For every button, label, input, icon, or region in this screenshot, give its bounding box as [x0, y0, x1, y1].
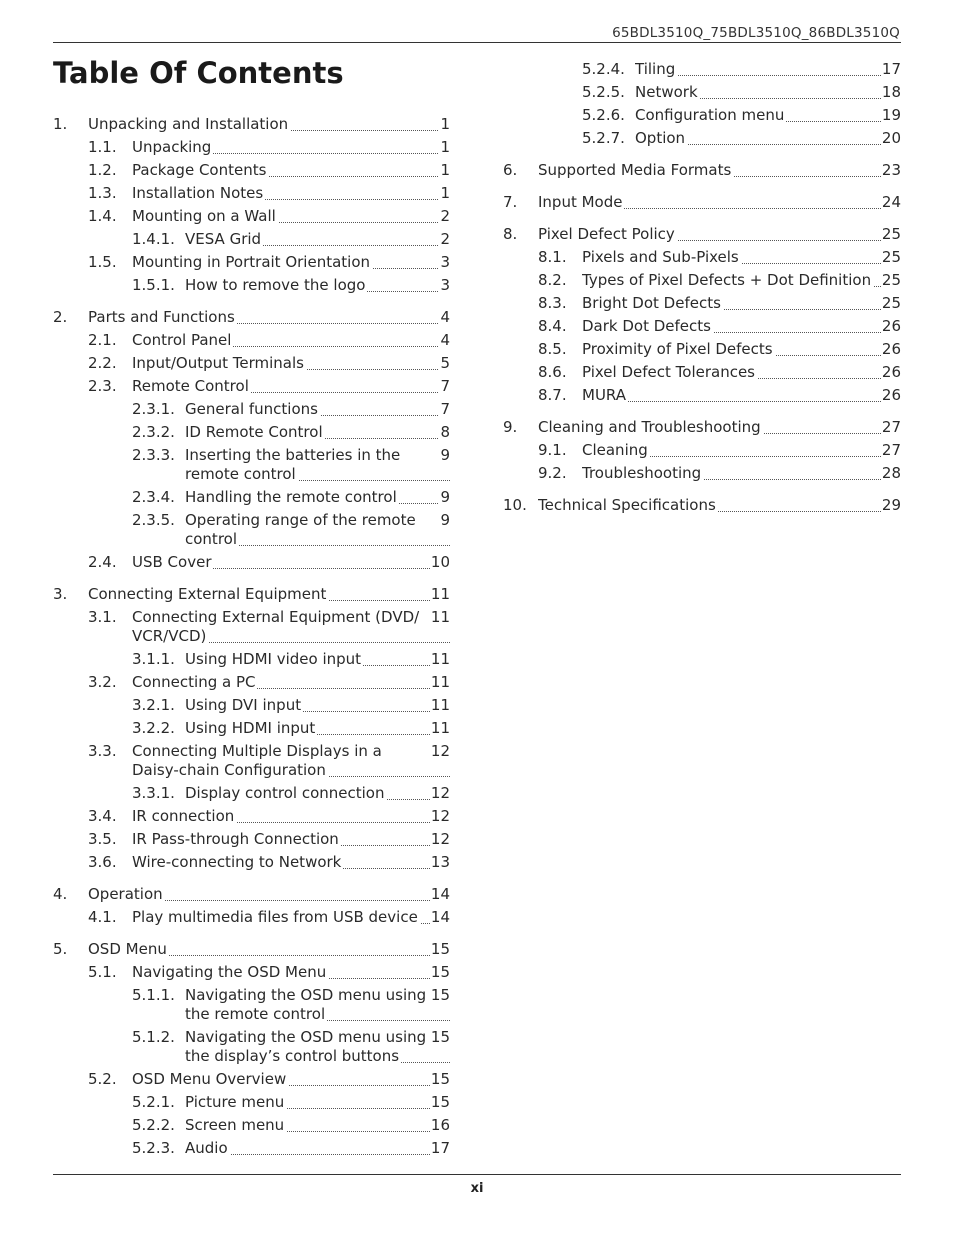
toc-entry-label: Parts and Functions: [88, 308, 235, 326]
toc-entry-label: How to remove the logo: [185, 276, 366, 294]
toc-entry-label: Audio: [185, 1139, 228, 1157]
toc-entry-number: 8.: [503, 225, 518, 243]
toc-entry[interactable]: [503, 441, 901, 460]
toc-entry-label: Navigating the OSD menu using the remote control: [185, 986, 427, 1023]
toc-entry-number: 2.3.2.: [132, 423, 175, 441]
toc-entry[interactable]: [53, 230, 450, 249]
toc-entry-page: 25: [881, 248, 901, 266]
toc-entry-label: Mounting in Portrait Orientation: [132, 253, 371, 271]
toc-entry-label: Connecting a PC: [132, 673, 256, 691]
toc-entry[interactable]: [53, 807, 450, 826]
toc-entry-number: 3.2.2.: [132, 719, 175, 737]
toc-entry[interactable]: [53, 511, 450, 549]
toc-entry[interactable]: [53, 784, 450, 803]
toc-entry-page: 26: [881, 363, 901, 381]
toc-entry-number: 5.2.5.: [582, 83, 625, 101]
toc-entry-page: 9: [440, 511, 450, 529]
toc-entry-page: 1: [440, 161, 450, 179]
toc-entry-page: 1: [440, 184, 450, 202]
toc-entry-number: 8.6.: [538, 363, 567, 381]
toc-entry[interactable]: [53, 608, 450, 646]
toc-entry-number: 3.: [53, 585, 68, 603]
toc-entry[interactable]: [53, 742, 450, 780]
toc-entry[interactable]: [53, 553, 450, 572]
toc-entry[interactable]: [53, 308, 450, 327]
toc-entry-number: 5.2.6.: [582, 106, 625, 124]
toc-entry-label: Using DVI input: [185, 696, 302, 714]
toc-entry-label: Pixels and Sub-Pixels: [582, 248, 739, 266]
toc-entry-page: 12: [430, 784, 450, 802]
toc-entry-page: 9: [440, 446, 450, 464]
toc-entry[interactable]: [53, 446, 450, 484]
toc-entry[interactable]: [53, 400, 450, 419]
toc-entry-page: 8: [440, 423, 450, 441]
toc-entry[interactable]: [503, 106, 901, 125]
toc-entry-number: 3.6.: [88, 853, 117, 871]
toc-entry-label: IR Pass-through Connection: [132, 830, 339, 848]
toc-entry-number: 1.2.: [88, 161, 117, 179]
toc-entry[interactable]: [503, 193, 901, 212]
toc-entry-page: 25: [881, 271, 901, 289]
toc-entry[interactable]: [53, 354, 450, 373]
toc-entry-page: 25: [881, 225, 901, 243]
toc-entry[interactable]: [503, 418, 901, 437]
toc-entry-label: ID Remote Control: [185, 423, 323, 441]
toc-entry-number: 8.5.: [538, 340, 567, 358]
toc-entry-page: 14: [430, 885, 450, 903]
toc-entry-number: 10.: [503, 496, 527, 514]
toc-entry-page: 1: [440, 115, 450, 133]
toc-entry-page: 11: [430, 719, 450, 737]
toc-entry-page: 15: [430, 986, 450, 1004]
toc-entry-number: 3.2.1.: [132, 696, 175, 714]
toc-entry-number: 5.: [53, 940, 68, 958]
toc-right-column: [503, 60, 901, 515]
toc-entry-number: 5.1.: [88, 963, 117, 981]
toc-entry[interactable]: [53, 253, 450, 272]
toc-entry-label: Screen menu: [185, 1116, 285, 1134]
toc-entry-label: Configuration menu: [635, 106, 785, 124]
toc-entry-page: 17: [881, 60, 901, 78]
toc-entry-number: 2.3.4.: [132, 488, 175, 506]
toc-entry[interactable]: [503, 248, 901, 267]
toc-entry-label: General functions: [185, 400, 318, 418]
toc-entry-page: 12: [430, 830, 450, 848]
toc-entry-page: 29: [881, 496, 901, 514]
toc-entry-page: 4: [440, 308, 450, 326]
toc-entry-number: 5.2.2.: [132, 1116, 175, 1134]
toc-entry[interactable]: [503, 464, 901, 483]
toc-entry-page: 11: [430, 650, 450, 668]
toc-entry-label: Supported Media Formats: [538, 161, 732, 179]
toc-entry-number: 5.2.7.: [582, 129, 625, 147]
toc-entry[interactable]: [503, 161, 901, 180]
toc-entry[interactable]: [53, 908, 450, 927]
toc-entry-number: 8.3.: [538, 294, 567, 312]
toc-entry[interactable]: [53, 1070, 450, 1089]
toc-entry-number: 2.3.3.: [132, 446, 175, 464]
toc-entry[interactable]: [53, 1028, 450, 1066]
toc-entry-label: Mounting on a Wall: [132, 207, 276, 225]
toc-entry-label: Installation Notes: [132, 184, 264, 202]
toc-entry-number: 1.4.1.: [132, 230, 175, 248]
toc-entry-label: Technical Specifications: [538, 496, 716, 514]
toc-entry[interactable]: [503, 129, 901, 148]
toc-entry-label: Option: [635, 129, 686, 147]
toc-entry-page: 23: [881, 161, 901, 179]
toc-entry-page: 27: [881, 441, 901, 459]
toc-entry-label: Control Panel: [132, 331, 232, 349]
toc-entry-number: 5.1.1.: [132, 986, 175, 1004]
toc-entry-label: Dark Dot Defects: [582, 317, 711, 335]
toc-entry[interactable]: [53, 673, 450, 692]
toc-entry-page: 12: [430, 807, 450, 825]
toc-entry-label: Wire-connecting to Network: [132, 853, 342, 871]
toc-entry-page: 7: [440, 400, 450, 418]
toc-entry-page: 18: [881, 83, 901, 101]
toc-entry[interactable]: [53, 963, 450, 982]
toc-left-column: [53, 115, 450, 1158]
toc-entry[interactable]: [503, 386, 901, 405]
footer-rule: [53, 1174, 901, 1175]
toc-entry-number: 1.: [53, 115, 68, 133]
toc-entry-label: Tiling: [635, 60, 676, 78]
toc-entry-page: 17: [430, 1139, 450, 1157]
toc-entry-page: 11: [430, 673, 450, 691]
toc-entry-label: Input Mode: [538, 193, 623, 211]
toc-entry-page: 26: [881, 340, 901, 358]
toc-entry-page: 11: [430, 608, 450, 626]
toc-entry-number: 9.1.: [538, 441, 567, 459]
toc-entry-label: Using HDMI video input: [185, 650, 362, 668]
toc-entry-label: Connecting Multiple Displays in a Daisy-chain Configuration: [132, 742, 382, 779]
toc-entry-label: USB Cover: [132, 553, 212, 571]
toc-entry-number: 1.5.1.: [132, 276, 175, 294]
toc-entry[interactable]: [53, 207, 450, 226]
toc-entry-page: 15: [430, 1093, 450, 1111]
toc-entry[interactable]: [503, 83, 901, 102]
toc-entry-label: Handling the remote control: [185, 488, 397, 506]
toc-entry-number: 2.: [53, 308, 68, 326]
toc-entry-page: 26: [881, 317, 901, 335]
toc-entry-label: Proximity of Pixel Defects: [582, 340, 773, 358]
toc-entry[interactable]: [53, 986, 450, 1024]
toc-entry-number: 9.2.: [538, 464, 567, 482]
toc-entry-number: 8.4.: [538, 317, 567, 335]
toc-entry-number: 8.7.: [538, 386, 567, 404]
toc-entry-number: 3.3.1.: [132, 784, 175, 802]
toc-entry-number: 3.4.: [88, 807, 117, 825]
toc-entry[interactable]: [503, 294, 901, 313]
toc-entry-page: 2: [440, 230, 450, 248]
footer-page-number: xi: [470, 1181, 484, 1196]
toc-dot-leader: [582, 401, 901, 402]
toc-entry[interactable]: [53, 696, 450, 715]
toc-entry-number: 5.2.: [88, 1070, 117, 1088]
toc-entry-label: Using HDMI input: [185, 719, 316, 737]
toc-entry-label: Troubleshooting: [582, 464, 702, 482]
toc-entry-page: 27: [881, 418, 901, 436]
toc-entry-label: Connecting External Equipment: [88, 585, 327, 603]
toc-entry-page: 12: [430, 742, 450, 760]
toc-entry-label: OSD Menu Overview: [132, 1070, 287, 1088]
toc-entry[interactable]: [503, 317, 901, 336]
toc-entry-number: 1.3.: [88, 184, 117, 202]
toc-entry-label: Play multimedia files from USB device: [132, 908, 418, 926]
toc-entry-number: 3.3.: [88, 742, 117, 760]
toc-entry-number: 5.1.2.: [132, 1028, 175, 1046]
header-rule: [53, 42, 901, 43]
toc-entry-page: 4: [440, 331, 450, 349]
toc-entry[interactable]: [503, 340, 901, 359]
toc-entry[interactable]: [53, 377, 450, 396]
toc-entry-number: 2.1.: [88, 331, 117, 349]
toc-entry[interactable]: [53, 940, 450, 959]
toc-entry-label: Types of Pixel Defects + Dot Definition: [582, 271, 872, 289]
toc-entry[interactable]: [503, 60, 901, 79]
toc-entry-number: 2.3.1.: [132, 400, 175, 418]
toc-entry-number: 9.: [503, 418, 518, 436]
toc-entry-label: OSD Menu: [88, 940, 167, 958]
toc-entry-label: Remote Control: [132, 377, 249, 395]
toc-entry-label: Cleaning: [582, 441, 648, 459]
toc-entry-label: MURA: [582, 386, 626, 404]
toc-entry-label: Operation: [88, 885, 163, 903]
toc-entry-page: 9: [440, 488, 450, 506]
toc-entry-label: Bright Dot Defects: [582, 294, 721, 312]
toc-entry[interactable]: [53, 115, 450, 134]
toc-entry-page: 24: [881, 193, 901, 211]
toc-entry-number: 1.4.: [88, 207, 117, 225]
toc-entry-label: Navigating the OSD Menu: [132, 963, 327, 981]
toc-entry-number: 1.5.: [88, 253, 117, 271]
toc-entry[interactable]: [53, 1139, 450, 1158]
toc-entry[interactable]: [503, 225, 901, 244]
toc-entry[interactable]: [53, 488, 450, 507]
toc-entry-page: 25: [881, 294, 901, 312]
toc-entry-number: 2.4.: [88, 553, 117, 571]
toc-entry-label: Unpacking: [132, 138, 212, 156]
toc-entry-number: 2.3.5.: [132, 511, 175, 529]
toc-entry-page: 26: [881, 386, 901, 404]
toc-entry[interactable]: [53, 853, 450, 872]
toc-entry[interactable]: [53, 138, 450, 157]
toc-entry-number: 1.1.: [88, 138, 117, 156]
toc-entry[interactable]: [53, 423, 450, 442]
toc-entry-page: 3: [440, 276, 450, 294]
toc-entry-label: Pixel Defect Tolerances: [582, 363, 755, 381]
toc-entry-number: 2.2.: [88, 354, 117, 372]
toc-entry-page: 20: [881, 129, 901, 147]
toc-entry[interactable]: [53, 885, 450, 904]
toc-entry-label: Pixel Defect Policy: [538, 225, 675, 243]
toc-entry-page: 3: [440, 253, 450, 271]
toc-entry-page: 5: [440, 354, 450, 372]
toc-entry-page: 19: [881, 106, 901, 124]
toc-entry-page: 7: [440, 377, 450, 395]
toc-entry-number: 5.2.1.: [132, 1093, 175, 1111]
toc-entry-page: 15: [430, 1070, 450, 1088]
toc-entry[interactable]: [53, 1093, 450, 1112]
toc-entry-page: 2: [440, 207, 450, 225]
toc-entry[interactable]: [53, 1116, 450, 1135]
toc-entry[interactable]: [503, 271, 901, 290]
toc-entry-number: 3.1.: [88, 608, 117, 626]
toc-entry-label: Connecting External Equipment (DVD/ VCR/VCD): [132, 608, 420, 645]
toc-entry-page: 11: [430, 696, 450, 714]
toc-entry[interactable]: [53, 650, 450, 669]
toc-entry-label: Navigating the OSD menu using the display’s control buttons: [185, 1028, 427, 1065]
toc-entry-page: 15: [430, 963, 450, 981]
toc-entry[interactable]: [53, 331, 450, 350]
toc-entry-page: 13: [430, 853, 450, 871]
toc-entry-number: 3.1.1.: [132, 650, 175, 668]
toc-entry-page: 15: [430, 940, 450, 958]
toc-entry-page: 16: [430, 1116, 450, 1134]
toc-entry-number: 5.2.4.: [582, 60, 625, 78]
toc-entry-label: Network: [635, 83, 698, 101]
toc-entry-number: 8.1.: [538, 248, 567, 266]
toc-entry-label: Input/Output Terminals: [132, 354, 304, 372]
toc-entry-label: Picture menu: [185, 1093, 285, 1111]
toc-entry-label: Unpacking and Installation: [88, 115, 289, 133]
toc-entry-number: 7.: [503, 193, 518, 211]
toc-entry-number: 5.2.3.: [132, 1139, 175, 1157]
toc-entry-label: VESA Grid: [185, 230, 262, 248]
toc-entry[interactable]: [503, 363, 901, 382]
toc-entry-label: IR connection: [132, 807, 235, 825]
toc-entry-label: Inserting the batteries in the remote control: [185, 446, 401, 483]
toc-entry[interactable]: [53, 276, 450, 295]
toc-entry-page: 1: [440, 138, 450, 156]
toc-entry-number: 2.3.: [88, 377, 117, 395]
toc-entry-number: 8.2.: [538, 271, 567, 289]
toc-entry-page: 28: [881, 464, 901, 482]
toc-entry-number: 3.2.: [88, 673, 117, 691]
toc-entry-page: 11: [430, 585, 450, 603]
toc-entry-label: Display control connection: [185, 784, 385, 802]
toc-entry-page: 15: [430, 1028, 450, 1046]
toc-entry-label: Operating range of the remote control: [185, 511, 416, 548]
toc-entry-page: 10: [430, 553, 450, 571]
toc-entry[interactable]: [503, 496, 901, 515]
toc-entry-number: 6.: [503, 161, 518, 179]
toc-entry-label: Package Contents: [132, 161, 267, 179]
toc-entry[interactable]: [53, 184, 450, 203]
toc-entry-page: 14: [430, 908, 450, 926]
page-title: Table Of Contents: [53, 56, 344, 90]
toc-entry[interactable]: [53, 830, 450, 849]
toc-entry[interactable]: [53, 161, 450, 180]
toc-entry[interactable]: [53, 719, 450, 738]
toc-entry[interactable]: [53, 585, 450, 604]
toc-entry-number: 4.1.: [88, 908, 117, 926]
toc-entry-number: 4.: [53, 885, 68, 903]
toc-entry-number: 3.5.: [88, 830, 117, 848]
document-header-model: 65BDL3510Q_75BDL3510Q_86BDL3510Q: [612, 25, 900, 41]
toc-entry-label: Cleaning and Troubleshooting: [538, 418, 761, 436]
